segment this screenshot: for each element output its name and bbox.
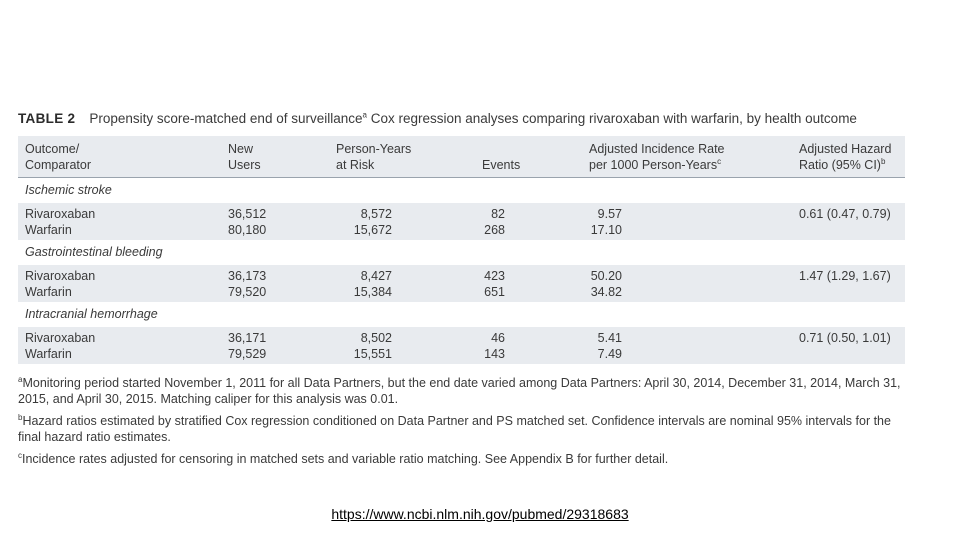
outcome-label: Intracranial hemorrhage xyxy=(25,307,158,321)
hazard-ratio-value: 0.71 (0.50, 1.01) xyxy=(799,331,891,345)
footnotes xyxy=(18,375,910,473)
footnote: $^b$Hazard ratios estimated by stratified Cox regression conditioned on Data Partner and PS matched set. Confidence intervals are nominal 95% intervals for the final hazard ratio estimates. xyxy=(18,412,891,444)
incidence-values: 5.41 7.49 xyxy=(597,331,622,361)
table-row-group xyxy=(18,265,905,302)
header-new-users: New Users xyxy=(228,142,261,172)
outcome-label: Ischemic stroke xyxy=(25,183,112,197)
incidence-values: 9.57 17.10 xyxy=(590,207,622,237)
events-values: 82 268 xyxy=(484,207,505,237)
comparator-names: Rivaroxaban Warfarin xyxy=(25,269,96,299)
outcome-label: Gastrointestinal bleeding xyxy=(25,245,163,259)
person-years-values: 8,427 15,384 xyxy=(353,269,392,299)
table-caption xyxy=(18,111,857,126)
caption-text-rest: Cox regression analyses comparing rivaroxaban with warfarin, by health outcome xyxy=(366,111,857,126)
header-hazard-ratio: Adjusted Hazard Ratio (95% CI)$^b$ xyxy=(799,142,892,172)
events-values: 423 651 xyxy=(484,269,505,299)
new-users-values: 36,173 79,520 xyxy=(228,269,267,299)
header-events: Events xyxy=(482,158,521,172)
comparator-names: Rivaroxaban Warfarin xyxy=(25,207,96,237)
table-row-group xyxy=(18,327,905,364)
table-row-group xyxy=(18,203,905,240)
new-users-values: 36,171 79,529 xyxy=(228,331,267,361)
outcome-group-header xyxy=(18,302,905,327)
hazard-ratio-value: 0.61 (0.47, 0.79) xyxy=(799,207,891,221)
caption-footnote-mark: a xyxy=(362,110,367,120)
header-outcome: Outcome/ Comparator xyxy=(25,142,91,172)
comparator-names: Rivaroxaban Warfarin xyxy=(25,331,96,361)
outcome-group-header xyxy=(18,240,905,265)
caption-text: Propensity score-matched end of surveillance xyxy=(89,111,363,126)
person-years-values: 8,502 15,551 xyxy=(353,331,392,361)
table-header xyxy=(18,136,905,178)
data-table xyxy=(18,136,905,364)
footnote: $^a$Monitoring period started November 1, 2011 for all Data Partners, but the end date varied among Data Partners: April 30, 2014, December 31, 2014, March 31, 2015, and April 30, 2015. Matching caliper for this analysis was 0.01. xyxy=(18,374,901,406)
header-incidence-rate: Adjusted Incidence Rate per 1000 Person-Years$^c$ xyxy=(589,142,725,172)
incidence-values: 50.20 34.82 xyxy=(590,269,622,299)
hazard-ratio-value: 1.47 (1.29, 1.67) xyxy=(799,269,891,283)
header-person-years: Person-Years at Risk xyxy=(336,142,412,172)
table-label: TABLE 2 xyxy=(18,111,76,126)
new-users-values: 36,512 80,180 xyxy=(228,207,267,237)
events-values: 46 143 xyxy=(484,331,505,361)
person-years-values: 8,572 15,672 xyxy=(353,207,392,237)
outcome-group-header xyxy=(18,178,905,203)
footnote: $^c$Incidence rates adjusted for censoring in matched sets and variable ratio matching. See Appendix B for further detail. xyxy=(18,450,669,466)
source-link[interactable]: https://www.ncbi.nlm.nih.gov/pubmed/29318683 xyxy=(331,506,629,522)
